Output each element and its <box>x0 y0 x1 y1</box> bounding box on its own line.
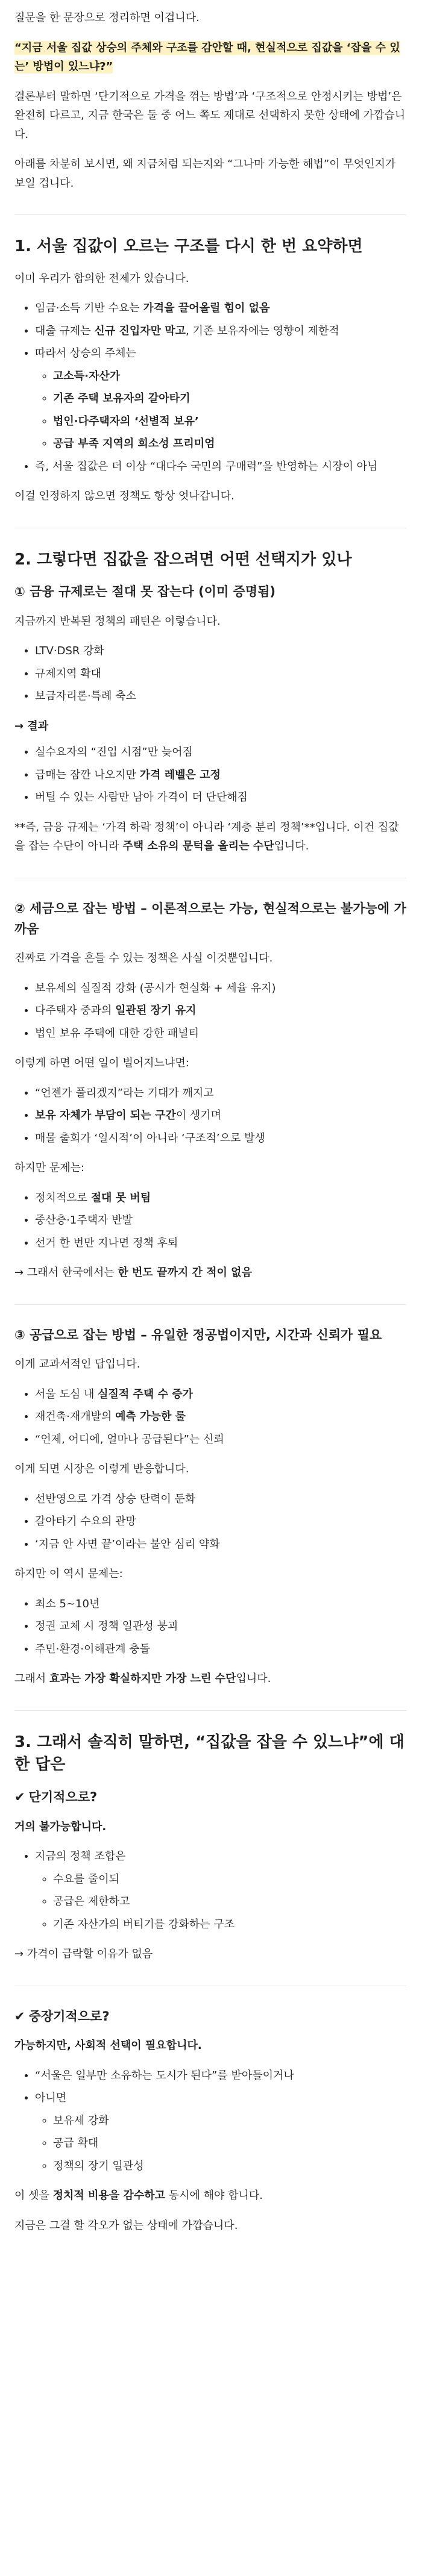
method-1-conclusion: **즉, 금융 규제는 ‘가격 하락 정책’이 아니라 ‘계층 분리 정책’**입니다. 이건 집값을 잡는 수단이 아니라 주택 소유의 문턱을 올리는 수단입니다. <box>14 821 399 853</box>
sub-list-item: ◦ 정책의 장기 일관성 <box>53 2157 406 2176</box>
sub-list <box>35 367 406 454</box>
list-item: • 따라서 상승의 주체는 ◦ 고소득·자산가 ◦ 기존 주택 보유자의 갈아타기 ◦ 법인·다주택자의 ‘선별적 보유’ ◦ 공급 부족 지역의 희소성 프리미엄 <box>35 344 406 454</box>
list-item: • 선거 한 번만 지나면 정책 후퇴 <box>35 1234 406 1253</box>
method-3-conclusion: 그래서 효과는 가장 확실하지만 가장 느린 수단입니다. <box>14 1672 271 1686</box>
list-item: • 정치적으로 절대 못 버팀 <box>35 1189 406 1208</box>
list-item: • 매물 출회가 ‘일시적’이 아니라 ‘구조적’으로 발생 <box>35 1129 406 1148</box>
short-term-answer: 거의 불가능합니다. <box>14 1820 107 1833</box>
method-1-title: ① 금융 규제로는 절대 못 잡는다 (이미 증명됨) <box>14 584 276 599</box>
list-item: • “언제, 어디에, 얼마나 공급된다”는 신뢰 <box>35 1430 406 1449</box>
method-2-list <box>14 979 406 1043</box>
list-item: • 급매는 잠깐 나오지만 가격 레벨은 고정 <box>35 766 406 785</box>
sub-list-item: ◦ 수요를 줄이되 <box>53 1870 406 1889</box>
method-2-lead-2: 이렇게 하면 어떤 일이 벌어지느냐면: <box>14 1057 189 1070</box>
list-item: • 버틸 수 있는 사람만 남아 가격이 더 단단해짐 <box>35 788 406 807</box>
list-item: • ‘지금 안 사면 끝’이라는 불안 심리 약화 <box>35 1535 406 1554</box>
intro-guide: 아래를 차분히 보시면, 왜 지금처럼 되는지와 “그나마 가능한 해법”이 무엇인지가 보일 겁니다. <box>14 158 396 190</box>
result-label: → 결과 <box>14 719 49 733</box>
section-1-closing: 이걸 인정하지 않으면 정책도 항상 엇나갑니다. <box>14 490 235 503</box>
long-term-list <box>14 2066 406 2176</box>
sub-list-item: ◦ 기존 주택 보유자의 갈아타기 <box>53 389 406 408</box>
sub-list <box>35 2112 406 2176</box>
list-item: • 중산층·1주택자 반발 <box>35 1211 406 1230</box>
long-term-line-2: 지금은 그걸 할 각오가 없는 상태에 가깝습니다. <box>14 2219 238 2232</box>
effect-list <box>14 1084 406 1148</box>
section-1-lead: 이미 우리가 합의한 전제가 있습니다. <box>14 272 189 285</box>
method-1-lead: 지금까지 반복된 정책의 패턴은 이렇습니다. <box>14 614 221 628</box>
short-term-closing: → 가격이 급락할 이유가 없음 <box>14 1948 153 1961</box>
list-item: • 서울 도심 내 실질적 주택 수 증가 <box>35 1385 406 1404</box>
short-term-list <box>14 1847 406 1934</box>
intro-conclusion: 결론부터 말하면 ‘단기적으로 가격을 꺾는 방법’과 ‘구조적으로 안정시키는 방법’은 완전히 다르고, 지금 한국은 둘 중 어느 쪽도 제대로 선택하지 못한 상태에 가깝습니다. <box>14 90 406 141</box>
method-3-lead-3: 하지만 이 역시 문제는: <box>14 1568 123 1581</box>
list-item: • 보유 자체가 부담이 되는 구간이 생기며 <box>35 1106 406 1125</box>
list-item: • LTV·DSR 강화 <box>35 642 406 661</box>
method-2-title: ② 세금으로 잡는 방법 – 이론적으로는 가능, 현실적으로는 불가능에 가까움 <box>14 901 406 936</box>
list-item: • 실수요자의 “진입 시점”만 늦어짐 <box>35 743 406 762</box>
long-term-heading: ✔ 중장기적으로? <box>14 2009 110 2024</box>
sub-list <box>35 1870 406 1934</box>
section-2-title: 2. 그렇다면 집값을 잡으려면 어떤 선택지가 있나 <box>14 550 352 569</box>
list-item: • 재건축·재개발의 예측 가능한 룰 <box>35 1407 406 1427</box>
list-item: • 다주택자 중과의 일관된 장기 유지 <box>35 1001 406 1021</box>
divider <box>14 214 406 215</box>
list-item: • 선반영으로 가격 상승 탄력이 둔화 <box>35 1490 406 1509</box>
sub-list-item: ◦ 법인·다주택자의 ‘선별적 보유’ <box>53 412 406 431</box>
section-3-title: 3. 그래서 솔직히 말하면, “집값을 잡을 수 있느냐”에 대한 답은 <box>14 1733 405 1774</box>
section-1-title: 1. 서울 집값이 오르는 구조를 다시 한 번 요약하면 <box>14 237 363 255</box>
effect-list <box>14 1490 406 1554</box>
method-3-title: ③ 공급으로 잡는 방법 – 유일한 정공법이지만, 시간과 신뢰가 필요 <box>14 1327 382 1342</box>
sub-list-item: ◦ 고소득·자산가 <box>53 367 406 386</box>
highlighted-question: “지금 서울 집값 상승의 주체와 구조를 감안할 때, 현실적으로 집값을 ‘잡을 수 있는’ 방법이 있느냐?” <box>14 41 400 73</box>
sub-list-item: ◦ 공급 확대 <box>53 2134 406 2153</box>
list-item: • 최소 5~10년 <box>35 1595 406 1614</box>
list-item: • 주민·환경·이해관계 충돌 <box>35 1640 406 1659</box>
method-1-list <box>14 642 406 706</box>
list-item: • 임금·소득 기반 수요는 가격을 끌어올릴 힘이 없음 <box>35 299 406 318</box>
divider <box>14 1304 406 1305</box>
sub-list-item: ◦ 기존 자산가의 버티기를 강화하는 구조 <box>53 1915 406 1934</box>
sub-list-item: ◦ 보유세 강화 <box>53 2112 406 2131</box>
method-2-conclusion: → 그래서 한국에서는 한 번도 끝까지 간 적이 없음 <box>14 1266 252 1280</box>
problem-list <box>14 1595 406 1659</box>
section-1-list <box>14 299 406 476</box>
list-item: • 지금의 정책 조합은 ◦ 수요를 줄이되 ◦ 공급은 제한하고 ◦ 기존 자산가의 버티기를 강화하는 구조 <box>35 1847 406 1934</box>
method-3-list <box>14 1385 406 1449</box>
result-list <box>14 743 406 807</box>
long-term-answer: 가능하지만, 사회적 선택이 필요합니다. <box>14 2039 202 2052</box>
list-item: • 법인 보유 주택에 대한 강한 패널티 <box>35 1024 406 1043</box>
method-3-lead: 이게 교과서적인 답입니다. <box>14 1358 140 1371</box>
list-item: • 아니면 ◦ 보유세 강화 ◦ 공급 확대 ◦ 정책의 장기 일관성 <box>35 2089 406 2175</box>
method-3-lead-2: 이게 되면 시장은 이렇게 반응합니다. <box>14 1463 189 1476</box>
method-2-lead-3: 하지만 문제는: <box>14 1161 85 1175</box>
long-term-line-1: 이 셋을 정치적 비용을 감수하고 동시에 해야 합니다. <box>14 2189 263 2202</box>
list-item: • 보유세의 실질적 강화 (공시가 현실화 + 세율 유지) <box>35 979 406 998</box>
check-icon: ✔ <box>14 1790 25 1805</box>
list-item: • 규제지역 확대 <box>35 664 406 684</box>
list-item: • 즉, 서울 집값은 더 이상 “대다수 국민의 구매력”을 반영하는 시장이 아님 <box>35 457 406 477</box>
short-term-heading: ✔ 단기적으로? <box>14 1790 98 1805</box>
list-item: • 대출 규제는 신규 진입자만 막고, 기존 보유자에는 영향이 제한적 <box>35 322 406 341</box>
method-2-lead: 진짜로 가격을 흔들 수 있는 정책은 사실 이것뿐입니다. <box>14 952 273 965</box>
sub-list-item: ◦ 공급은 제한하고 <box>53 1892 406 1912</box>
sub-list-item: ◦ 공급 부족 지역의 희소성 프리미엄 <box>53 434 406 454</box>
list-item: • 정권 교체 시 정책 일관성 붕괴 <box>35 1617 406 1636</box>
question-highlight <box>14 39 406 77</box>
divider <box>14 1710 406 1711</box>
intro-text: 질문을 한 문장으로 정리하면 이겁니다. <box>14 11 200 24</box>
problem-list <box>14 1189 406 1253</box>
list-item: • 갈아타기 수요의 관망 <box>35 1512 406 1531</box>
check-icon: ✔ <box>14 2009 25 2024</box>
list-item: • 보금자리론·특례 축소 <box>35 687 406 706</box>
list-item: • “언젠가 풀리겠지”라는 기대가 깨지고 <box>35 1084 406 1103</box>
list-item: • “서울은 일부만 소유하는 도시가 된다”를 받아들이거나 <box>35 2066 406 2086</box>
